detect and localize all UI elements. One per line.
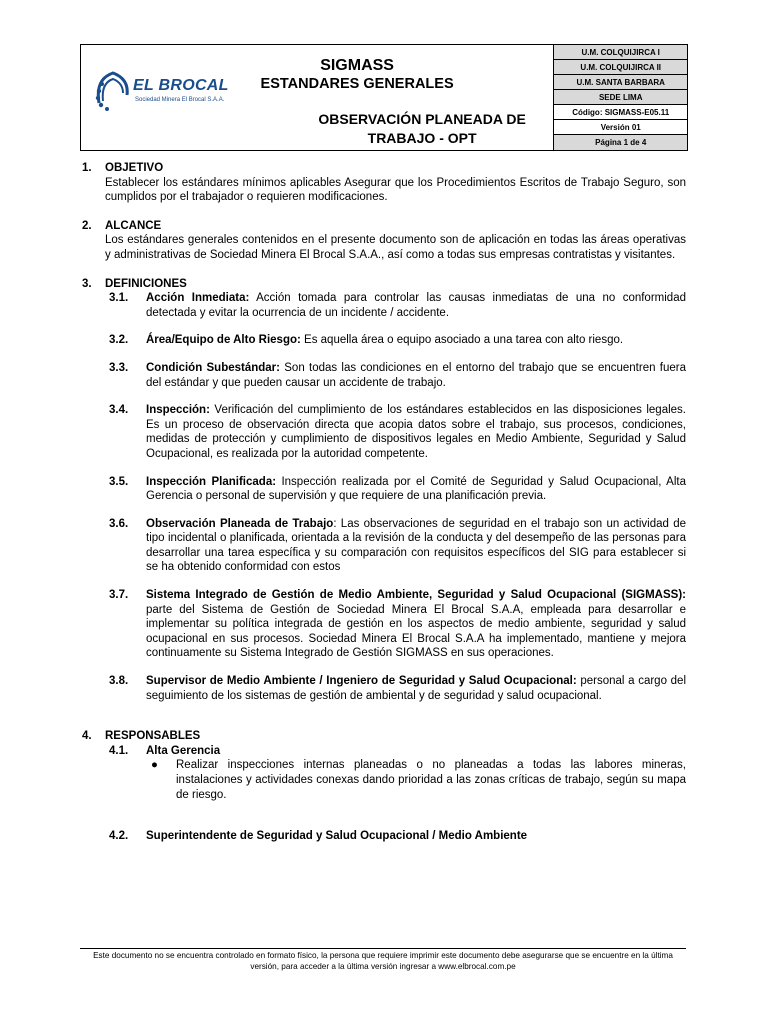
document-code: Código: SIGMASS-E05.11 xyxy=(554,105,687,120)
definition-term: Inspección Planificada: xyxy=(146,475,277,488)
definition-term: Acción Inmediata: xyxy=(146,292,250,305)
responsable-item xyxy=(109,829,686,844)
definition-term: Supervisor de Medio Ambiente / Ingeniero de Seguridad y Salud Ocupacional: xyxy=(146,675,577,688)
definition-number: 3.7. xyxy=(109,589,129,602)
section-title: RESPONSABLES xyxy=(105,730,201,743)
definition-item xyxy=(109,403,686,461)
definition-text: personal a cargo del seguimiento de los sistemas de gestión de ambiental y de seguridad y salud ocupacional. xyxy=(146,675,687,702)
section-number: 1. xyxy=(82,162,92,174)
responsable-title: Superintendente de Seguridad y Salud Ocupacional / Medio Ambiente xyxy=(146,830,528,843)
definition-item xyxy=(109,674,686,703)
definition-text: parte del Sistema de Gestión de Sociedad Minera El Brocal S.A.A, empleada para desarrollar e implementar su política integrada de gestión en los aspectos de medio ambiente, seguridad y salud ocupacional en sus procesos. Sociedad Minera El Brocal S.A.A ha implementado, mantiene y mejora continuamente su Sistema Integrado de Gestión SIGMASS en sus operaciones. xyxy=(146,603,686,660)
section-paragraph: Los estándares generales contenidos en el presente documento son de aplicación en todas las áreas operativas y administrativas de Sociedad Minera El Brocal S.A.A., así como a todas sus empresas contratistas y visitantes. xyxy=(105,234,686,261)
definition-term: Inspección: xyxy=(146,404,210,417)
header-subtitle: ESTANDARES GENERALES xyxy=(260,76,454,92)
bullet-text: Realizar inspecciones internas planeadas o no planeadas a todas las labores mineras, instalaciones y actividades conexas dando prioridad a las zonas críticas de trabajo, según su mapa de riesgo. xyxy=(176,759,686,801)
definition-item xyxy=(109,361,686,390)
document-header xyxy=(80,44,688,151)
section-number: 2. xyxy=(82,219,92,232)
section-number: 3. xyxy=(82,277,92,290)
section-alcance xyxy=(82,219,686,263)
definition-text: : Las observaciones de seguridad en el trabajo son un actividad de tipo incidental o planificada, orientada a la revisión de la conducta y del desempeño de las personas para desarrollar una tarea específica y su comparación con requisitos específicos del SIG para establecer si se ha obtenido conformidad con estos xyxy=(146,517,686,574)
unit-santa-barbara: U.M. SANTA BARBARA xyxy=(554,75,687,90)
header-title: SIGMASS xyxy=(320,57,394,74)
responsable-item xyxy=(109,744,686,759)
logo-emblem-icon xyxy=(93,65,133,113)
definition-item xyxy=(109,333,686,348)
definition-item xyxy=(109,475,686,504)
definition-number: 3.6. xyxy=(109,517,129,530)
definition-number: 3.5. xyxy=(109,475,129,488)
definition-item xyxy=(109,517,686,575)
definition-number: 3.8. xyxy=(109,675,129,688)
section-objetivo xyxy=(82,161,686,205)
definition-number: 3.3. xyxy=(109,361,129,374)
section-title: OBJETIVO xyxy=(105,162,164,174)
definition-term: Condición Subestándar: xyxy=(146,361,280,374)
definition-term: Sistema Integrado de Gestión de Medio Ambiente, Seguridad y Salud Ocupacional (SIGMASS): xyxy=(146,589,686,602)
definition-text: Son todas las condiciones en el entorno del trabajo que se encuentren fuera del estándar y que pueden causar un accidente de trabajo. xyxy=(146,361,686,389)
definition-text: Es aquella área o equipo asociado a una tarea con alto riesgo. xyxy=(300,334,624,347)
responsable-number: 4.1. xyxy=(109,744,129,757)
section-paragraph: Establecer los estándares mínimos aplicables Asegurar que los Procedimientos Escritos de Trabajo Seguro, son cumplidos por el trabajador o requieren modificaciones. xyxy=(105,176,686,204)
definition-item xyxy=(109,291,686,320)
document-title: OBSERVACIÓN PLANEADA DE TRABAJO - OPT xyxy=(318,111,526,146)
bullet-icon: ● xyxy=(151,759,158,772)
footer-note: Este documento no se encuentra controlado en formato físico, la persona que requiere imprimir este documento debe asegurarse que se encuentre en la última versión, para acceder a la última versión ingresar a www.elbrocal.com.pe xyxy=(93,951,673,971)
logo-text: EL BROCAL xyxy=(133,77,229,94)
page-number: Página 1 de 4 xyxy=(554,135,687,150)
responsable-number: 4.2. xyxy=(109,830,129,843)
definition-number: 3.1. xyxy=(109,292,129,305)
section-responsables xyxy=(82,729,686,844)
document-version: Versión 01 xyxy=(554,120,687,135)
definition-number: 3.2. xyxy=(109,334,129,347)
sede-lima: SEDE LIMA xyxy=(554,90,687,105)
document-body xyxy=(82,161,686,844)
section-title: DEFINICIONES xyxy=(105,277,187,290)
responsable-title: Alta Gerencia xyxy=(146,744,221,757)
bullet-item xyxy=(148,758,686,802)
definition-text: Acción tomada para controlar las causas inmediatas de una no conformidad detectada y evitar la ocurrencia de un incidente / accidente. xyxy=(146,292,686,319)
definition-item xyxy=(109,588,686,661)
definition-term: Observación Planeada de Trabajo xyxy=(146,517,334,530)
header-title-area xyxy=(161,45,554,150)
unit-colquijirca-1: U.M. COLQUIJIRCA I xyxy=(554,45,687,60)
section-title: ALCANCE xyxy=(105,219,162,232)
definition-text: Verificación del cumplimiento de los estándares establecidos en las disposiciones legales. Es un proceso de observación directa que acopia datos sobre el trabajo, sus procesos, condiciones, medidas de protección y cumplimiento de dispositivos legales en Medio Ambiente, Seguridad y Salud Ocupacional, es realizada por la autoridad competente. xyxy=(146,404,686,460)
definition-text: Inspección realizada por el Comité de Seguridad y Salud Ocupacional, Alta Gerencia o personal de supervisión y que requiere de una planificación previa. xyxy=(146,475,686,503)
section-number: 4. xyxy=(82,730,92,743)
logo-subtitle: Sociedad Minera El Brocal S.A.A. xyxy=(135,97,225,103)
definition-term: Área/Equipo de Alto Riesgo: xyxy=(146,334,301,347)
header-info-table xyxy=(553,45,687,150)
definition-number: 3.4. xyxy=(109,404,129,417)
logo-area xyxy=(81,45,229,150)
footer-divider xyxy=(80,948,686,949)
section-definiciones xyxy=(82,277,686,704)
unit-colquijirca-2: U.M. COLQUIJIRCA II xyxy=(554,60,687,75)
